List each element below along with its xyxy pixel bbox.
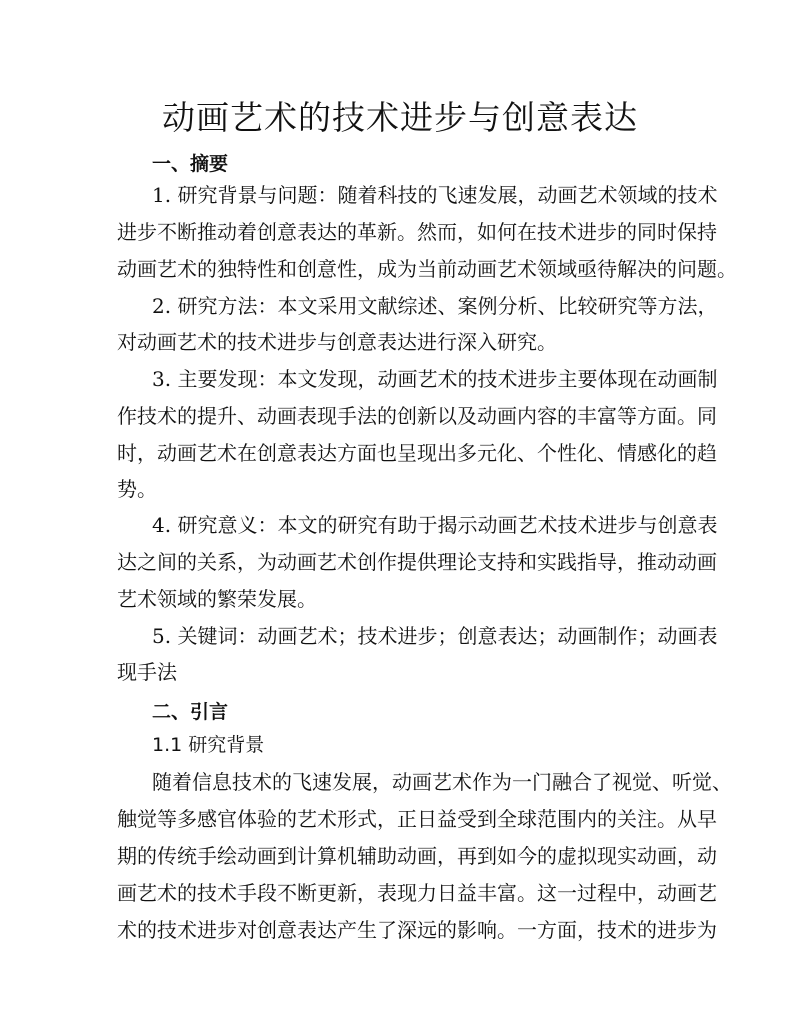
abstract-paragraph-line: 势。 xyxy=(117,477,157,501)
document-title: 动画艺术的技术进步与创意表达 xyxy=(162,98,638,137)
introduction-paragraph-line: 画艺术的技术手段不断更新，表现力日益丰富。这一过程中，动画艺 xyxy=(117,881,717,905)
introduction-paragraph-line: 期的传统手绘动画到计算机辅助动画，再到如今的虚拟现实动画，动 xyxy=(117,844,717,868)
abstract-paragraph-line: 5. 关键词：动画艺术；技术进步；创意表达；动画制作；动画表 xyxy=(152,624,718,648)
abstract-paragraph-line: 动画艺术的独特性和创意性，成为当前动画艺术领域亟待解决的问题。 xyxy=(117,257,737,281)
abstract-paragraph-line: 对动画艺术的技术进步与创意表达进行深入研究。 xyxy=(117,330,557,354)
abstract-paragraph-line: 进步不断推动着创意表达的革新。然而，如何在技术进步的同时保持 xyxy=(117,220,717,244)
abstract-paragraph-line: 2. 研究方法：本文采用文献综述、案例分析、比较研究等方法， xyxy=(152,294,718,318)
abstract-paragraph-line: 时，动画艺术在创意表达方面也呈现出多元化、个性化、情感化的趋 xyxy=(117,441,717,465)
abstract-paragraph-line: 达之间的关系，为动画艺术创作提供理论支持和实践指导，推动动画 xyxy=(117,550,717,574)
section-heading-abstract: 一、摘要 xyxy=(152,153,229,175)
subsection-heading: 1.1 研究背景 xyxy=(152,734,265,756)
abstract-paragraph-line: 4. 研究意义：本文的研究有助于揭示动画艺术技术进步与创意表 xyxy=(152,513,718,537)
abstract-paragraph-line: 作技术的提升、动画表现手法的创新以及动画内容的丰富等方面。同 xyxy=(117,404,717,428)
abstract-paragraph-line: 3. 主要发现：本文发现，动画艺术的技术进步主要体现在动画制 xyxy=(152,367,718,391)
introduction-paragraph-line: 术的技术进步对创意表达产生了深远的影响。一方面，技术的进步为 xyxy=(117,918,717,942)
introduction-paragraph-line: 随着信息技术的飞速发展，动画艺术作为一门融合了视觉、听觉、 xyxy=(152,770,732,794)
introduction-paragraph-line: 触觉等多感官体验的艺术形式，正日益受到全球范围内的关注。从早 xyxy=(117,807,717,831)
abstract-paragraph-line: 1. 研究背景与问题：随着科技的飞速发展，动画艺术领域的技术 xyxy=(152,183,718,207)
abstract-paragraph-line: 艺术领域的繁荣发展。 xyxy=(117,587,317,611)
section-heading-introduction: 二、引言 xyxy=(152,701,229,723)
abstract-paragraph-line: 现手法 xyxy=(117,660,177,684)
